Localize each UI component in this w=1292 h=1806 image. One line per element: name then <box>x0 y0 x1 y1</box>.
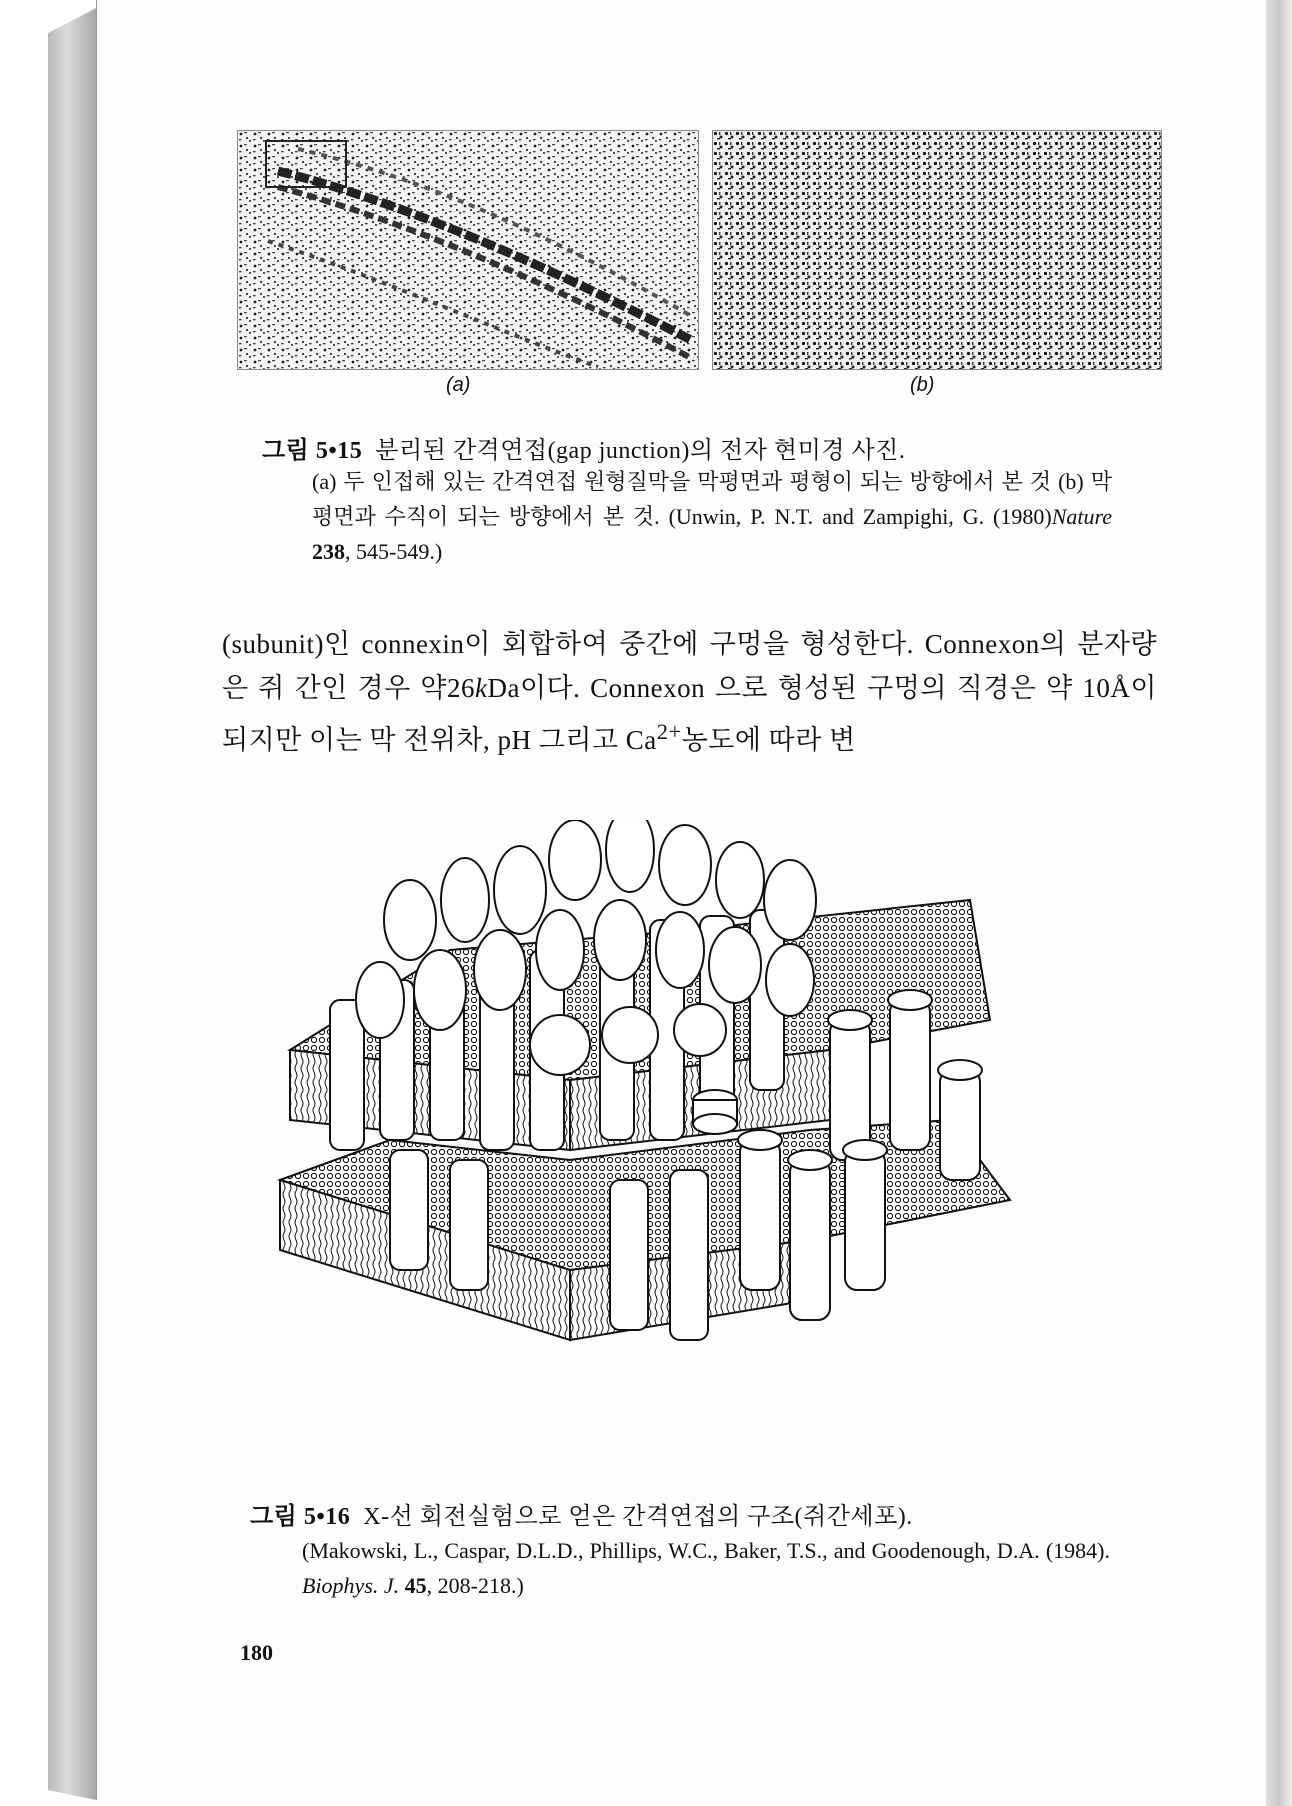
figure-5-16-caption-title <box>250 1496 913 1531</box>
gap-junction-structure-diagram <box>270 820 1100 1368</box>
figure-5-15-caption-text: (a) 두 인접해 있는 간격연접 원형질막을 막평면과 평형이 되는 방향에서 본 것 (b) 막평면과 수직이 되는 방향에서 본 것. (Unwin, P. N.T. and Zampighi, G. (1980) <box>312 469 1112 529</box>
figure-5-15-title-text: 분리된 간격연접(gap junction)의 전자 현미경 사진. <box>375 438 906 464</box>
page-number: 180 <box>240 1640 273 1665</box>
body-text-part-1: (subunit)인 connexin이 회합하여 중간에 구멍을 형성한다. Connexon의 분자량은 쥐 간인 경우 약26 <box>222 629 1157 703</box>
calcium-charge-superscript: 2+ <box>656 719 682 744</box>
figure-5-15-number: 그림 5•15 <box>262 438 363 464</box>
figure-5-15-journal: Nature <box>1051 504 1112 529</box>
page-edge-shadow <box>1266 0 1292 1806</box>
figure-5-16-pages: , 208-218.) <box>426 1573 524 1598</box>
body-paragraph <box>222 622 1157 762</box>
figure-5-16-caption-body <box>302 1533 1110 1603</box>
figure-5-15-caption-title <box>262 430 905 465</box>
panel-a-label: (a) <box>446 374 471 396</box>
figure-5-15-caption-body <box>312 464 1112 569</box>
micrograph-panel-b <box>712 130 1162 370</box>
book-spine-edge <box>48 8 96 1800</box>
body-text-unit-k: k <box>474 673 488 703</box>
micrograph-panel-a <box>237 130 699 370</box>
figure-5-16-number: 그림 5•16 <box>250 1504 351 1530</box>
body-text-part-3: 농도에 따라 변 <box>681 725 856 755</box>
figure-5-15-volume: 238 <box>312 539 345 564</box>
panel-b-label: (b) <box>910 374 935 396</box>
figure-5-16-title-text: X-선 회전실험으로 얻은 간격연접의 구조(쥐간세포). <box>363 1504 913 1530</box>
figure-5-15-pages: , 545-549.) <box>345 539 443 564</box>
figure-5-16-caption-text: (Makowski, L., Caspar, D.L.D., Phillips, W.C., Baker, T.S., and Goodenough, D.A. (1984). <box>302 1538 1110 1563</box>
figure-5-16-journal: Biophys. J. <box>302 1573 400 1598</box>
body-text-part-2: Da이다. Connexon 으로 형성된 구멍의 직경은 약 10Å이 되지만 이는 막 전위차, pH 그리고 Ca <box>222 673 1158 755</box>
figure-5-16-volume: 45 <box>404 1573 427 1598</box>
